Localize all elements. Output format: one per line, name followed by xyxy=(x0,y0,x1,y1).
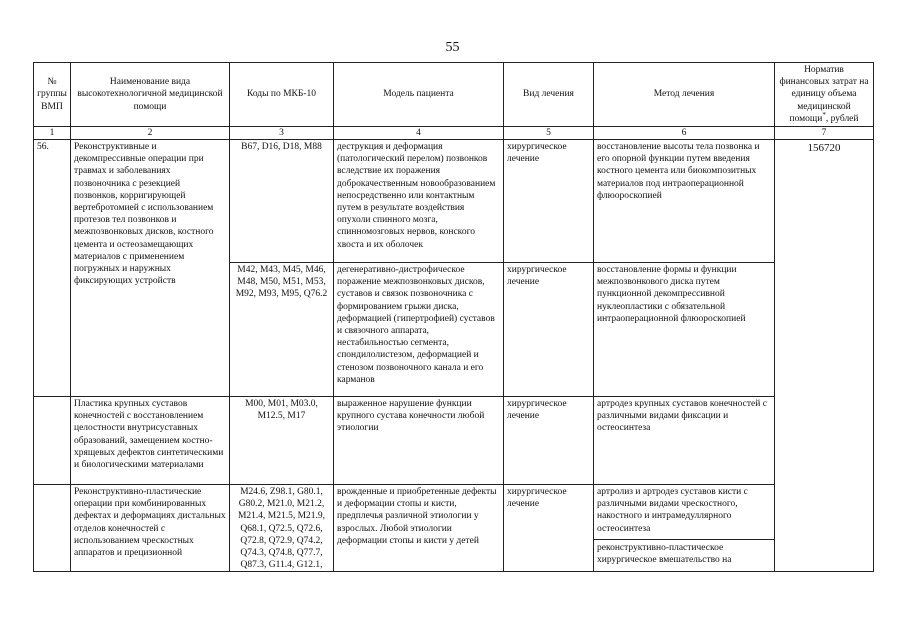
icd-codes-cell: M24.6, Z98.1, G80.1, G80.2, M21.0, M21.2, M21.4, M21.5, M21.9, Q68.1, Q72.5, Q72.6, Q72.8, Q72.9, Q74.2, Q74.3, Q74.8, Q77.7, Q87.3, G11.4, G12.1, xyxy=(230,485,334,572)
treatment-type-cell: хирургическое лечение xyxy=(504,485,594,572)
group-number-cell: 56. xyxy=(34,140,71,397)
column-number: 5 xyxy=(504,127,594,140)
treatment-name-cell: Реконструктивно-пластические операции при комбинированных дефектах и деформациях дистальных отделов конечностей с использованием чрескостных аппаратов и прецизионной xyxy=(71,485,230,572)
treatment-type-cell: хирургическое лечение xyxy=(504,263,594,397)
column-number: 6 xyxy=(594,127,775,140)
group-number-cell xyxy=(34,485,71,572)
group-number-cell xyxy=(34,397,71,485)
header-method: Метод лечения xyxy=(594,63,775,127)
icd-codes-cell: B67, D16, D18, M88 xyxy=(230,140,334,263)
header-codes: Коды по МКБ-10 xyxy=(230,63,334,127)
patient-model-cell: врожденные и приобретенные дефекты и деформации стопы и кисти, предплечья различной этиологии у взрослых. Любой этиологии деформации стопы и кисти у детей xyxy=(334,485,504,572)
treatment-type-cell: хирургическое лечение xyxy=(504,140,594,263)
treatment-method-cell: восстановление формы и функции межпозвонкового диска путем пункционной декомпрессивной нуклеопластики с обязательной интраоперационной флюороскопией xyxy=(594,263,775,397)
treatment-type-cell: хирургическое лечение xyxy=(504,397,594,485)
treatment-method-cell: восстановление высоты тела позвонка и его опорной функции путем введения костного цемента или биокомпозитных материалов под интраоперационной флюороскопией xyxy=(594,140,775,263)
table-row xyxy=(34,397,874,485)
header-model: Модель пациента xyxy=(334,63,504,127)
treatment-method-cell: артродез крупных суставов конечностей с различными видами фиксации и остеосинтеза xyxy=(594,397,775,485)
table-row xyxy=(34,140,874,263)
treatment-method-text: реконструктивно-пластическое хирургическое вмешательство на xyxy=(594,539,774,566)
patient-model-cell: выраженное нарушение функции крупного сустава конечности любой этиологии xyxy=(334,397,504,485)
treatment-method-cell xyxy=(594,485,775,572)
vmp-table xyxy=(33,62,874,572)
icd-codes-cell: M00, M01, M03.0, M12.5, M17 xyxy=(230,397,334,485)
icd-codes-cell: M42, M43, M45, M46, M48, M50, M51, M53, M92, M93, M95, Q76.2 xyxy=(230,263,334,397)
treatment-name-cell: Реконструктивные и декомпрессивные операции при травмах и заболеваниях позвоночника с резекцией позвонков, корригирующей вертебротомией с использованием протезов тел позвонков и межпозвонковых дисков, костного цемента и остеозамещающих материалов с применением погружных и наружных фиксирующих устройств xyxy=(71,140,230,397)
column-number: 4 xyxy=(334,127,504,140)
column-number: 2 xyxy=(71,127,230,140)
treatment-method-text: артролиз и артродез суставов кисти с различными видами чрескостного, накостного и интрамедуллярного остеосинтеза xyxy=(597,487,748,534)
header-group-no: № группы ВМП xyxy=(34,63,71,127)
page-number: 55 xyxy=(445,40,460,55)
patient-model-cell: деструкция и деформация (патологический перелом) позвонков вследствие их поражения доброкачественным новообразованием непосредственно или контактным путем в результате воздействия опухоли спинного мозга, спинномозговых нервов, конского хвоста и их оболочек xyxy=(334,140,504,263)
header-norm: Норматив финансовых затрат на единицу объема медицинской помощи*, рублей xyxy=(775,63,874,127)
table-row xyxy=(34,485,874,572)
cost-norm-cell: 156720 xyxy=(775,140,874,572)
column-number-row xyxy=(34,127,874,140)
header-row xyxy=(34,63,874,127)
column-number: 3 xyxy=(230,127,334,140)
column-number: 7 xyxy=(775,127,874,140)
patient-model-cell: дегенеративно-дистрофическое поражение межпозвонковых дисков, суставов и связок позвоночника с формированием грыжи диска, деформацией (гипертрофией) суставов и связочного аппарата, нестабильностью сегмента, спондилолистезом, деформацией и стенозом позвоночного канала и его карманов xyxy=(334,263,504,397)
header-type: Вид лечения xyxy=(504,63,594,127)
column-number: 1 xyxy=(34,127,71,140)
treatment-name-cell: Пластика крупных суставов конечностей с восстановлением целостности внутрисуставных образований, замещением костно-хрящевых дефектов синтетическими и биологическими материалами xyxy=(71,397,230,485)
header-name: Наименование вида высокотехнологичной медицинской помощи xyxy=(71,63,230,127)
